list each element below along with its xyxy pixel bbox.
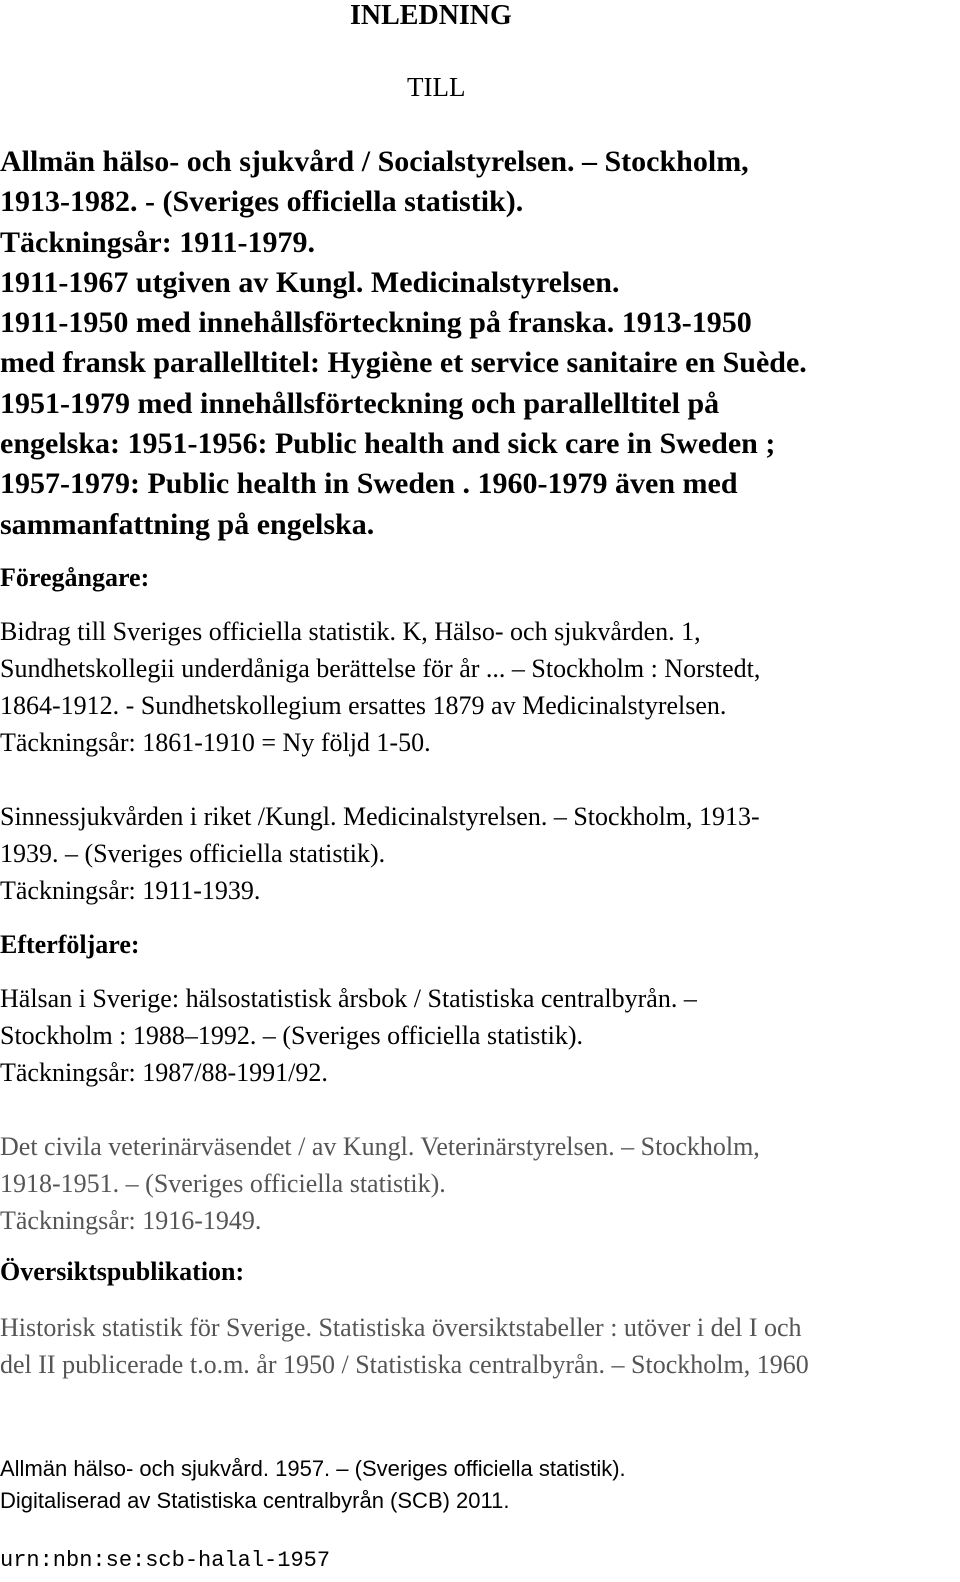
main-record-line: med fransk parallelltitel: Hygiène et service sanitaire en Suède. — [0, 346, 807, 380]
document-subtitle: TILL — [407, 72, 466, 102]
footer — [0, 1453, 960, 1517]
entry-line: Stockholm : 1988–1992. – (Sveriges officiella statistik). — [0, 1021, 584, 1050]
entry-line: Bidrag till Sveriges officiella statistik. K, Hälso- och sjukvården. 1, — [0, 617, 701, 646]
main-record-line: 1957-1979: Public health in Sweden . 1960-1979 även med — [0, 467, 738, 501]
entry-line: Täckningsår: 1987/88-1991/92. — [0, 1058, 328, 1087]
entry-line: Täckningsår: 1916-1949. — [0, 1206, 262, 1235]
predecessors-heading: Föregångare: — [0, 563, 150, 592]
entry-line: Sundhetskollegii underdåniga berättelse för år ... – Stockholm : Norstedt, — [0, 654, 761, 683]
predecessor-entry — [0, 798, 960, 909]
entry-line: Hälsan i Sverige: hälsostatistisk årsbok / Statistiska centralbyrån. – — [0, 984, 697, 1013]
entry-line: Historisk statistik för Sverige. Statistiska översiktstabeller : utöver i del I och — [0, 1313, 802, 1342]
entry-line: 1864-1912. - Sundhetskollegium ersattes 1879 av Medicinalstyrelsen. — [0, 691, 727, 720]
overview-entry — [0, 1309, 960, 1383]
footer-line: Digitaliserad av Statistiska centralbyrån (SCB) 2011. — [0, 1488, 510, 1513]
document-title: INLEDNING — [350, 0, 512, 31]
main-record — [0, 142, 960, 545]
successor-entry — [0, 980, 960, 1091]
successors-heading: Efterföljare: — [0, 930, 140, 959]
entry-line: Täckningsår: 1911-1939. — [0, 876, 261, 905]
predecessor-entry — [0, 613, 960, 761]
entry-line: 1918-1951. – (Sveriges officiella statistik). — [0, 1169, 446, 1198]
main-record-line: sammanfattning på engelska. — [0, 507, 375, 541]
entry-line: Det civila veterinärväsendet / av Kungl. Veterinärstyrelsen. – Stockholm, — [0, 1132, 760, 1161]
main-record-line: Allmän hälso- och sjukvård / Socialstyrelsen. – Stockholm, — [0, 145, 749, 178]
main-record-line: 1913-1982. - (Sveriges officiella statistik). — [0, 185, 524, 219]
urn-identifier: urn:nbn:se:scb-halal-1957 — [0, 1548, 331, 1573]
main-record-line: 1911-1967 utgiven av Kungl. Medicinalstyrelsen. — [0, 265, 620, 299]
footer-line: Allmän hälso- och sjukvård. 1957. – (Sveriges officiella statistik). — [0, 1456, 626, 1481]
entry-line: Täckningsår: 1861-1910 = Ny följd 1-50. — [0, 728, 431, 757]
successor-entry — [0, 1128, 960, 1239]
main-record-line: 1951-1979 med innehållsförteckning och parallelltitel på — [0, 386, 720, 420]
overview-heading: Översiktspublikation: — [0, 1257, 245, 1286]
main-record-line: 1911-1950 med innehållsförteckning på franska. 1913-1950 — [0, 306, 752, 340]
entry-line: del II publicerade t.o.m. år 1950 / Statistiska centralbyrån. – Stockholm, 1960 — [0, 1350, 809, 1379]
entry-line: 1939. – (Sveriges officiella statistik). — [0, 839, 386, 868]
main-record-line: Täckningsår: 1911-1979. — [0, 225, 316, 259]
main-record-line: engelska: 1951-1956: Public health and sick care in Sweden ; — [0, 427, 776, 461]
entry-line: Sinnessjukvården i riket /Kungl. Medicinalstyrelsen. – Stockholm, 1913- — [0, 802, 760, 831]
